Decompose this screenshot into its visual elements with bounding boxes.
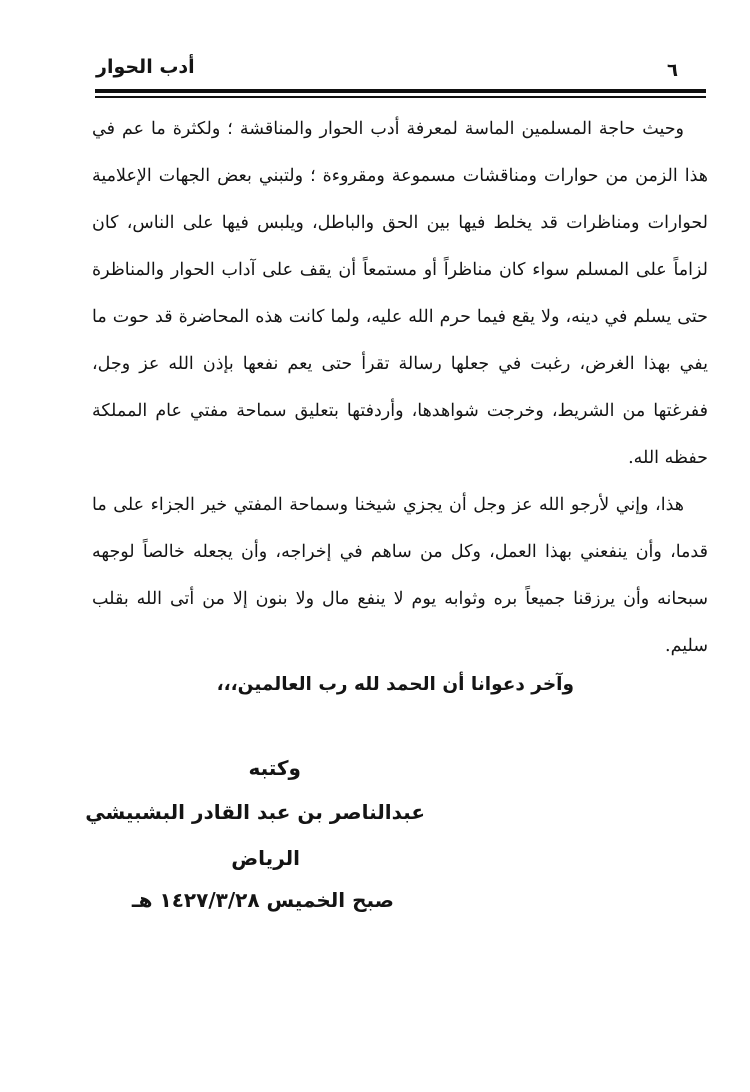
body-text (92, 106, 708, 670)
signature-city: الرياض (231, 846, 300, 870)
paragraph: وحيث حاجة المسلمين الماسة لمعرفة أدب الحوار والمناقشة ؛ ولكثرة ما عم في هذا الزمن من حوارات ومناقشات مسموعة ومقروءة ؛ ولتبني بعض الجهات الإعلامية لحوارات ومناظرات قد يخلط فيها بين الحق والباطل، ويلبس فيها على الناس، كان لزاماً على المسلم سواء كان مناظراً أو مستمعاً أن يقف على آداب الحوار والمناظرة حتى يسلم في دينه، ولا يقع فيما حرم الله عليه، ولما كانت هذه المحاضرة قد حوت ما يفي بهذا الغرض، رغبت في جعلها رسالة تقرأ حتى يعم نفعها بإذن الله عز وجل، ففرغتها من الشريط، وخرجت شواهدها، وأردفتها بتعليق سماحة مفتي عام المملكة حفظه الله. (92, 119, 708, 468)
header-rule-thick (95, 89, 706, 93)
signature-author-name: عبدالناصر بن عبد القادر البشبيشي (85, 800, 425, 824)
paragraph: هذا، وإني لأرجو الله عز وجل أن يجزي شيخنا وسماحة المفتي خير الجزاء على ما قدما، وأن ينفعني بهذا العمل، وكل من ساهم في إخراجه، وأن يجعله خالصاً لوجهه سبحانه وأن يرزقنا جميعاً بره وثوابه يوم لا ينفع مال ولا بنون إلا من أتى الله بقلب سليم. (92, 495, 708, 656)
signature-wrote-by: وكتبه (248, 756, 301, 780)
page-number: ٦ (667, 60, 678, 81)
signature-date: صبح الخميس ١٤٢٧/٣/٢٨ هـ (131, 888, 394, 912)
header-rule-thin (95, 96, 706, 98)
running-header-title: أدب الحوار (96, 56, 195, 78)
closing-prayer: وآخر دعوانا أن الحمد لله رب العالمين،،، (216, 674, 574, 695)
